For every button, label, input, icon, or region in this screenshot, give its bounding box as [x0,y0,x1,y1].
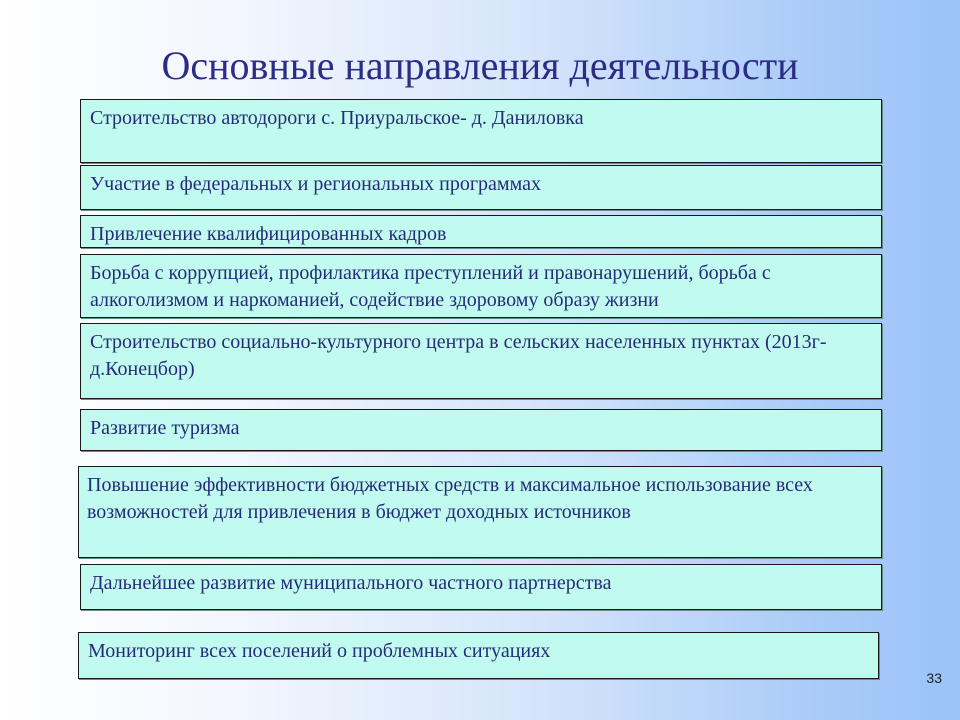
slide-title: Основные направления деятельности [161,43,799,88]
item-box-anticorruption [80,254,882,318]
item-text: Повышение эффективности бюджетных средств и максимальное использование всех возможностей для привлечения в бюджет доходных источников [87,474,813,523]
item-text: Дальнейшее развитие муниципального частного партнерства [90,572,612,594]
item-text: Строительство автодороги с. Приуральское- д. Даниловка [90,107,584,129]
page-number: 33 [926,670,942,686]
item-box-road-construction [80,99,882,163]
item-box-cultural-center [80,323,882,399]
item-text: Участие в федеральных и региональных программах [90,173,541,195]
item-text: Мониторинг всех поселений о проблемных ситуациях [88,640,551,662]
item-text: Строительство социально-культурного центра в сельских населенных пунктах (2013г- д.Конецбор) [90,331,827,380]
item-text: Борьба с коррупцией, профилактика преступлений и правонарушений, борьба с алкоголизмом и наркоманией, содействие здоровому образу жизни [90,262,771,311]
item-text: Развитие туризма [90,417,240,439]
item-box-staff [80,215,882,248]
item-box-programs [80,165,882,210]
item-box-partnership [80,564,882,610]
item-text: Привлечение квалифицированных кадров [90,223,447,245]
item-box-monitoring [78,632,879,679]
item-box-tourism [80,409,882,451]
item-box-budget [78,466,882,558]
